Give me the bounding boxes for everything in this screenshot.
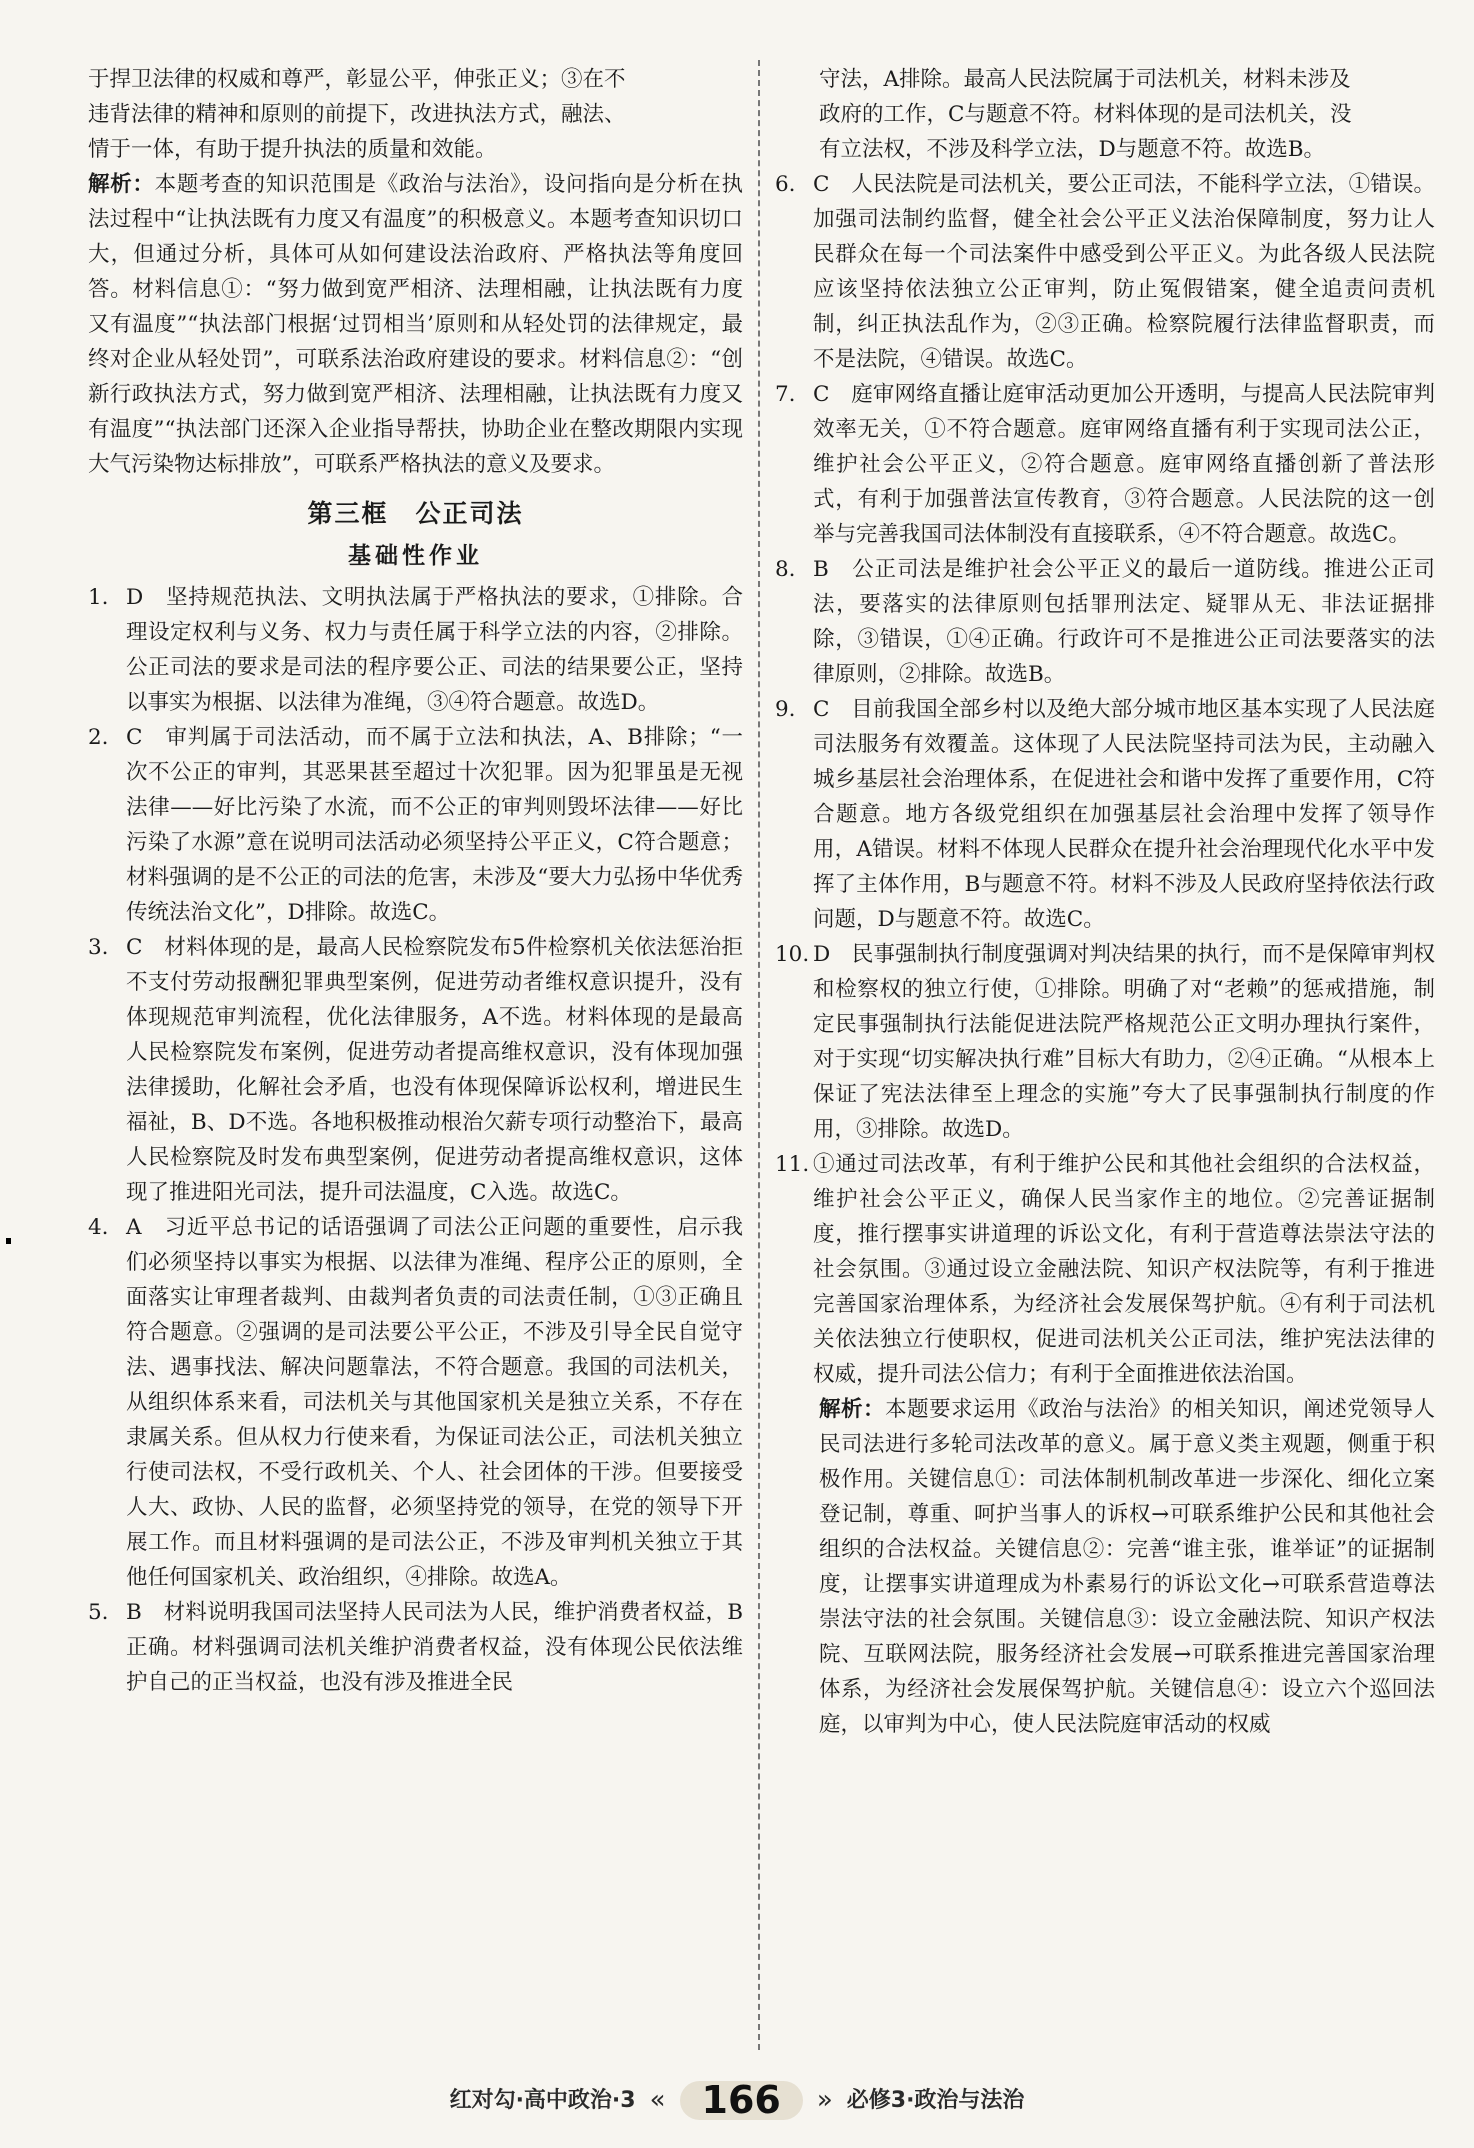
question-answer: A 习近平总书记的话语强调了司法公正问题的重要性，启示我们必须坚持以事实为根据、以法律为准绳、程序公正的原则，全面落实让审理者裁判、由裁判者负责的司法责任制，①③正确且符合题意。②强调的是司法要公平公正，不涉及引导全民自觉守法、遇事找法、解决问题靠法，不符合题意。我国的司法机关，从组织体系来看，司法机关与其他国家机关是独立关系，不存在隶属关系。但从权力行使来看，为保证司法公正，司法机关独立行使司法权，不受行政机关、个人、社会团体的干涉。但要接受人大、政协、人民的监督，必须坚持党的领导，在党的领导下开展工作。而且材料强调的是司法公正，不涉及审判机关独立于其他任何国家机关、政治组织，④排除。故选A。 (126, 1215, 743, 1590)
left-column (88, 62, 743, 2052)
question-item (775, 937, 1435, 1147)
chevron-right-icon: » (816, 2084, 833, 2115)
question-number: 5. (88, 1600, 109, 1625)
question-item (88, 1595, 743, 1700)
question-answer: D 坚持规范执法、文明执法属于严格执法的要求，①排除。合理设定权利与义务、权力与责任属于科学立法的内容，②排除。公正司法的要求是司法的程序要公正、司法的结果要公正，坚持以事实为根据、以法律为准绳，③④符合题意。故选D。 (126, 585, 743, 715)
question-number: 10. (775, 942, 810, 967)
question-number: 11. (775, 1152, 810, 1177)
question-answer: D 民事强制执行制度强调对判决结果的执行，而不是保障审判权和检察权的独立行使，①排除。明确了对“老赖”的惩戒措施，制定民事强制执行法能促进法院严格规范公正文明办理执行案件，对于实现“切实解决执行难”目标大有助力，②④正确。“从根本上保证了宪法法律至上理念的实施”夸大了民事强制执行制度的作用，③排除。故选D。 (813, 942, 1435, 1142)
page-number: 166 (680, 2081, 803, 2120)
question-item (88, 580, 743, 720)
question-answer: B 公正司法是维护社会公平正义的最后一道防线。推进公正司法，要落实的法律原则包括罪刑法定、疑罪从无、非法证据排除，③错误，①④正确。行政许可不是推进公正司法要落实的法律原则，②排除。故选B。 (813, 557, 1435, 687)
question-number: 6. (775, 172, 796, 197)
footer-volume-title: 必修3·政治与法治 (846, 2087, 1025, 2113)
question-item (775, 377, 1435, 552)
question-number: 3. (88, 935, 109, 960)
page-footer (0, 2070, 1474, 2130)
question-answer: C 材料体现的是，最高人民检察院发布5件检察机关依法惩治拒不支付劳动报酬犯罪典型案例，促进劳动者维权意识提升，没有体现规范审判流程，优化法律服务，A不选。材料体现的是最高人民检察院发布案例，促进劳动者提高维权意识，没有体现加强法律援助，化解社会矛盾，也没有体现保障诉讼权利，增进民生福祉，B、D不选。各地积极推动根治欠薪专项行动整治下，最高人民检察院及时发布典型案例，促进劳动者提高维权意识，这体现了推进阳光司法，提升司法温度，C入选。故选C。 (126, 935, 743, 1205)
margin-mark (6, 1238, 11, 1244)
left-analysis (88, 167, 743, 482)
left-intro-line: 违背法律的精神和原则的前提下，改进执法方式，融法、 (88, 102, 626, 127)
question-answer: C 审判属于司法活动，而不属于立法和执法，A、B排除；“一次不公正的审判，其恶果甚至超过十次犯罪。因为犯罪虽是无视法律——好比污染了水流，而不公正的审判则毁坏法律——好比污染了水源”意在说明司法活动必须坚持公平正义，C符合题意；材料强调的是不公正的司法的危害，未涉及“要大力弘扬中华优秀传统法治文化”，D排除。故选C。 (126, 725, 743, 925)
question-item (775, 552, 1435, 692)
question-answer: C 目前我国全部乡村以及绝大部分城市地区基本实现了人民法庭司法服务有效覆盖。这体现了人民法院坚持司法为民，主动融入城乡基层社会治理体系，在促进社会和谐中发挥了重要作用，C符合题意。地方各级党组织在加强基层社会治理中发挥了领导作用，A错误。材料不体现人民群众在提升社会治理现代化水平中发挥了主体作用，B与题意不符。材料不涉及人民政府坚持依法行政问题，D与题意不符。故选C。 (813, 697, 1435, 932)
question-answer: B 材料说明我国司法坚持人民司法为人民，维护消费者权益，B正确。材料强调司法机关维护消费者权益，没有体现公民依法维护自己的正当权益，也没有涉及推进全民 (126, 1600, 743, 1695)
left-intro-line: 情于一体，有助于提升执法的质量和效能。 (88, 137, 497, 162)
right-intro-line: 守法，A排除。最高人民法院属于司法机关，材料未涉及 (819, 67, 1351, 92)
chevron-left-icon: « (649, 2084, 666, 2115)
analysis-label: 解析： (819, 1397, 886, 1422)
analysis-label: 解析： (88, 172, 155, 197)
question-item (775, 167, 1435, 377)
right-column (775, 62, 1435, 2052)
column-divider (758, 60, 760, 2050)
question-item (88, 720, 743, 930)
analysis-text: 本题考查的知识范围是《政治与法治》，设问指向是分析在执法过程中“让执法既有力度又有温度”的积极意义。本题考查知识切口大，但通过分析，具体可从如何建设法治政府、严格执法等角度回答。材料信息①：“努力做到宽严相济、法理相融，让执法既有力度又有温度”“执法部门根据‘过罚相当’原则和从轻处罚的法律规定，最终对企业从轻处罚”，可联系法治政府建设的要求。材料信息②：“创新行政执法方式，努力做到宽严相济、法理相融，让执法既有力度又有温度”“执法部门还深入企业指导帮扶，协助企业在整改期限内实现大气污染物达标排放”，可联系严格执法的意义及要求。 (88, 172, 743, 477)
question-number: 8. (775, 557, 796, 582)
right-analysis (775, 1392, 1435, 1742)
question-answer: C 庭审网络直播让庭审活动更加公开透明，与提高人民法院审判效率无关，①不符合题意。庭审网络直播有利于实现司法公正，维护社会公平正义，②符合题意。庭审网络直播创新了普法形式，有利于加强普法宣传教育，③符合题意。人民法院的这一创举与完善我国司法体制没有直接联系，④不符合题意。故选C。 (813, 382, 1435, 547)
question-item (775, 692, 1435, 937)
left-intro-line: 于捍卫法律的权威和尊严，彰显公平，伸张正义；③在不 (88, 67, 626, 92)
question-item (88, 930, 743, 1210)
question-number: 4. (88, 1215, 109, 1240)
section-subtitle: 基础性作业 (348, 543, 483, 569)
footer-book-title: 红对勾·高中政治·3 (449, 2087, 636, 2113)
question-answer: ①通过司法改革，有利于维护公民和其他社会组织的合法权益，维护社会公平正义，确保人民当家作主的地位。②完善证据制度，推行摆事实讲道理的诉讼文化，有利于营造尊法崇法守法的社会氛围。③通过设立金融法院、知识产权法院等，有利于推进完善国家治理体系，为经济社会发展保驾护航。④有利于司法机关依法独立行使职权，促进司法机关公正司法，维护宪法法律的权威，提升司法公信力；有利于全面推进依法治国。 (813, 1152, 1435, 1387)
question-number: 9. (775, 697, 796, 722)
question-number: 7. (775, 382, 796, 407)
question-item (775, 1147, 1435, 1392)
section-title: 第三框 公正司法 (307, 499, 524, 528)
analysis-text: 本题要求运用《政治与法治》的相关知识，阐述党领导人民司法进行多轮司法改革的意义。属于意义类主观题，侧重于积极作用。关键信息①：司法体制机制改革进一步深化、细化立案登记制，尊重、呵护当事人的诉权→可联系维护公民和其他社会组织的合法权益。关键信息②：完善“谁主张，谁举证”的证据制度，让摆事实讲道理成为朴素易行的诉讼文化→可联系营造尊法崇法守法的社会氛围。关键信息③：设立金融法院、知识产权法院、互联网法院，服务经济社会发展→可联系推进完善国家治理体系，为经济社会发展保驾护航。关键信息④：设立六个巡回法庭，以审判为中心，使人民法院庭审活动的权威 (819, 1397, 1435, 1737)
question-number: 1. (88, 585, 109, 610)
question-answer: C 人民法院是司法机关，要公正司法，不能科学立法，①错误。加强司法制约监督，健全社会公平正义法治保障制度，努力让人民群众在每一个司法案件中感受到公平正义。为此各级人民法院应该坚持依法独立公正审判，防止冤假错案，健全追责问责机制，纠正执法乱作为，②③正确。检察院履行法律监督职责，而不是法院，④错误。故选C。 (813, 172, 1435, 372)
right-intro-line: 有立法权，不涉及科学立法，D与题意不符。故选B。 (819, 137, 1326, 162)
question-item (88, 1210, 743, 1595)
question-number: 2. (88, 725, 109, 750)
right-intro-line: 政府的工作，C与题意不符。材料体现的是司法机关，没 (819, 102, 1352, 127)
